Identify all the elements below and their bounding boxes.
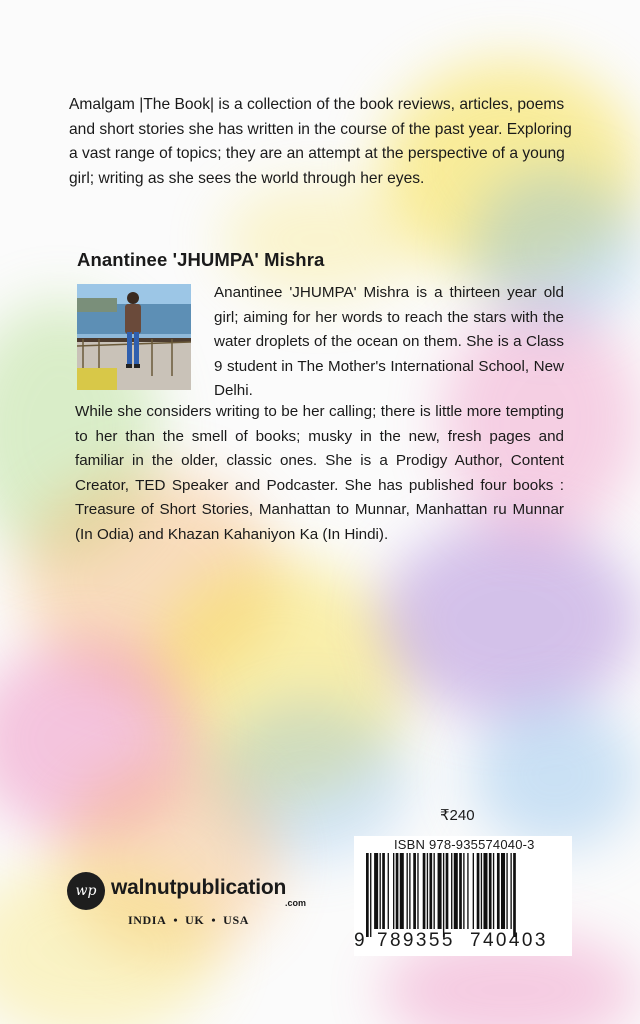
barcode-bar bbox=[493, 853, 494, 929]
book-blurb: Amalgam |The Book| is a collection of the book reviews, articles, poems and short stories she has written in the course of the past year. Exploring a vast range of topics; they are an attempt at the perspective of a young girl; writing as she sees the world through her eyes. bbox=[69, 96, 572, 187]
author-photo bbox=[77, 284, 191, 390]
isbn-barcode bbox=[354, 836, 572, 956]
isbn-number: ISBN 978-935574040-3 bbox=[394, 837, 535, 852]
barcode-digit-first: 9 bbox=[354, 930, 365, 951]
barcode-bar bbox=[413, 853, 416, 929]
barcode-bar bbox=[501, 853, 505, 929]
barcode-bar bbox=[429, 853, 432, 929]
barcode-bar bbox=[506, 853, 507, 929]
barcode-bar bbox=[510, 853, 511, 929]
barcode-bar bbox=[459, 853, 462, 929]
barcode-bar bbox=[477, 853, 480, 929]
barcode-bar bbox=[366, 853, 369, 937]
barcode-bar bbox=[473, 853, 474, 929]
barcode-bar bbox=[497, 853, 500, 929]
barcode-bar bbox=[463, 853, 464, 929]
barcode-bar bbox=[400, 853, 404, 929]
barcode-digits-right: 740403 bbox=[470, 930, 548, 951]
publisher-name: walnutpublication bbox=[111, 876, 287, 899]
barcode-bar bbox=[396, 853, 399, 929]
logo-mark-text: wp bbox=[75, 883, 97, 899]
barcode-bar bbox=[454, 853, 458, 929]
barcode-bar bbox=[374, 853, 378, 929]
barcode-bar bbox=[451, 853, 452, 929]
country-uk: UK bbox=[185, 913, 205, 927]
barcode-bar bbox=[417, 853, 418, 929]
barcode-bars bbox=[366, 853, 562, 937]
barcode-bar bbox=[388, 853, 389, 929]
barcode-bar bbox=[481, 853, 482, 929]
barcode-bar bbox=[434, 853, 435, 929]
barcode-bar bbox=[409, 853, 410, 929]
barcode-bar bbox=[438, 853, 442, 929]
barcode-digits-left: 789355 bbox=[377, 930, 455, 951]
barcode-bar bbox=[446, 853, 449, 929]
barcode-bar bbox=[423, 853, 426, 929]
walnut-publication-logo-icon bbox=[67, 872, 105, 910]
barcode-digits bbox=[354, 930, 572, 954]
author-bio-more: While she considers writing to be her calling; there is little more tempting to her than the smell of books; musky in the new, fresh pages and familiar in the older, classic ones. She is a Prodigy Author, Content Creator, TED Speaker and Podcaster. She has published four books : Treasure of Short Stories, Manhattan to Munnar, Manhattan ru Munnar (In Odia) and Khazan Kahaniyon Ka (In Hindi). bbox=[75, 403, 564, 543]
author-bio-intro: Anantinee 'JHUMPA' Mishra is a thirteen year old girl; aiming for her words to reach the stars with the water droplets of the ocean on them. She is a Class 9 student in The Mother's International School, New Delhi. bbox=[214, 284, 564, 399]
country-india: INDIA bbox=[128, 913, 167, 927]
barcode-bar bbox=[407, 853, 408, 929]
publisher-countries: INDIA • UK • USA bbox=[128, 913, 249, 927]
barcode-bar bbox=[380, 853, 381, 929]
barcode-bar bbox=[370, 853, 371, 937]
barcode-bar bbox=[513, 853, 516, 937]
barcode-bar bbox=[393, 853, 394, 929]
barcode-bar bbox=[427, 853, 428, 929]
barcode-bar bbox=[382, 853, 385, 929]
barcode-bar bbox=[467, 853, 468, 929]
author-name: Anantinee 'JHUMPA' Mishra bbox=[77, 249, 325, 270]
book-price: ₹240 bbox=[440, 807, 475, 824]
barcode-bar bbox=[443, 853, 444, 937]
barcode-bar bbox=[483, 853, 487, 929]
publisher-domain: .com bbox=[285, 898, 307, 908]
barcode-bar bbox=[489, 853, 492, 929]
country-usa: USA bbox=[223, 913, 249, 927]
